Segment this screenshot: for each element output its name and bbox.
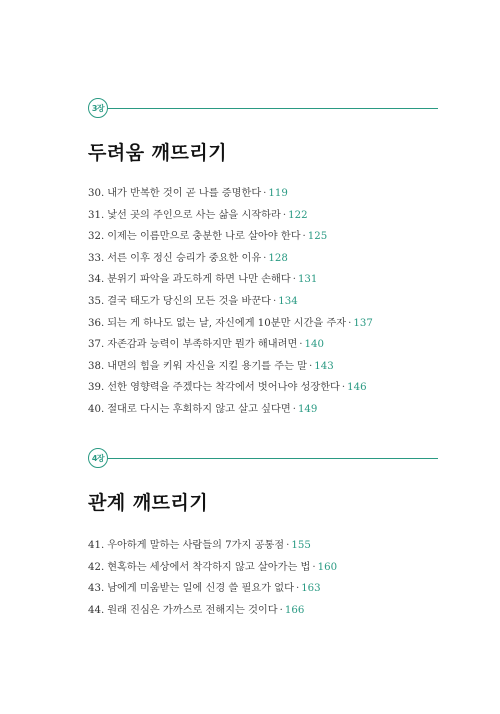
toc-entry[interactable] (88, 338, 438, 360)
toc-entry[interactable] (88, 187, 438, 209)
toc-entry[interactable] (88, 209, 438, 231)
toc-entry[interactable] (88, 295, 438, 317)
entry-number: 30. (88, 188, 105, 199)
toc-entry[interactable] (88, 273, 438, 295)
entry-number: 40. (88, 403, 105, 415)
entry-separator: · (309, 360, 313, 372)
entry-title: 원래 진심은 가까스로 전해지는 것이다 (107, 604, 278, 616)
entry-number: 44. (88, 604, 105, 616)
entry-separator: · (279, 604, 283, 616)
entry-page-number: 149 (297, 403, 318, 415)
entry-title: 이제는 이름만으로 충분한 나로 살아야 한다 (107, 231, 301, 243)
chapter-header (88, 98, 438, 120)
entry-separator: · (273, 295, 277, 307)
entry-separator: · (292, 274, 296, 286)
chapter-rule (108, 108, 438, 109)
toc-entry[interactable] (88, 360, 438, 382)
entry-page-number: 134 (278, 295, 298, 307)
entry-page-number: 131 (297, 274, 318, 286)
chapter-title: 관계 깨뜨리기 (88, 492, 209, 514)
chapter-4 (88, 448, 438, 625)
entry-separator: · (299, 339, 303, 351)
entry-title: 절대로 다시는 후회하지 않고 살고 싶다면 (107, 403, 291, 415)
toc-entry[interactable] (88, 561, 438, 583)
chapter-rule (108, 458, 438, 459)
entry-number: 39. (88, 382, 105, 394)
toc-entry[interactable] (88, 381, 438, 403)
entry-number: 35. (88, 295, 105, 307)
entry-title: 우아하게 말하는 사람들의 7가지 공통점 (107, 540, 285, 551)
entry-title: 낯선 곳의 주인으로 사는 삶을 시작하라 (107, 209, 281, 221)
entry-title: 결국 태도가 당신의 모든 것을 바꾼다 (107, 295, 272, 307)
entry-number: 37. (88, 339, 105, 351)
entry-title: 남에게 미움받는 일에 신경 쓸 필요가 없다 (107, 583, 294, 595)
entry-number: 42. (88, 561, 105, 573)
entry-separator: · (286, 540, 290, 551)
toc-list (88, 539, 438, 625)
entry-number: 33. (88, 252, 105, 264)
entry-title: 선한 영향력을 주겠다는 착각에서 벗어나야 성장한다 (107, 382, 340, 394)
chapter-title: 두려움 깨뜨리기 (88, 142, 228, 164)
toc-list (88, 187, 438, 425)
entry-title: 서른 이후 정신 승리가 중요한 이유 (107, 252, 262, 264)
entry-separator: · (292, 403, 296, 415)
entry-number: 36. (88, 317, 105, 329)
entry-separator: · (263, 252, 267, 264)
entry-page-number: 146 (347, 382, 367, 394)
entry-separator: · (282, 209, 287, 221)
toc-entry[interactable] (88, 403, 438, 425)
chapter-3 (88, 98, 438, 425)
entry-separator: · (312, 561, 316, 573)
entry-title: 현혹하는 세상에서 착각하지 않고 살아가는 법 (107, 561, 311, 573)
chapter-badge: 4장 (88, 448, 108, 468)
entry-number: 32. (88, 231, 105, 243)
entry-page-number: 122 (288, 209, 308, 221)
entry-number: 38. (88, 360, 105, 372)
chapter-badge: 3장 (88, 98, 108, 118)
entry-title: 되는 게 하나도 없는 날, 자신에게 10분만 시간을 주자 (107, 317, 347, 329)
entry-page-number: 143 (314, 360, 334, 372)
entry-number: 31. (88, 209, 105, 221)
entry-title: 내가 반복한 것이 곧 나를 증명한다 (107, 188, 262, 199)
entry-page-number: 166 (284, 604, 305, 616)
entry-page-number: 155 (291, 540, 311, 551)
entry-title: 자존감과 능력이 부족하지만 뭔가 해내려면 (107, 339, 298, 351)
entry-separator: · (263, 188, 267, 199)
entry-number: 41. (88, 540, 105, 551)
entry-separator: · (302, 231, 306, 243)
entry-page-number: 160 (317, 561, 338, 573)
entry-page-number: 119 (268, 188, 288, 199)
entry-page-number: 137 (353, 317, 373, 329)
entry-number: 43. (88, 583, 105, 595)
toc-entry[interactable] (88, 317, 438, 339)
toc-entry[interactable] (88, 252, 438, 274)
toc-entry[interactable] (88, 230, 438, 252)
entry-page-number: 125 (307, 231, 328, 243)
toc-entry[interactable] (88, 539, 438, 561)
entry-page-number: 163 (301, 583, 321, 595)
entry-title: 내면의 힘을 키워 자신을 지킬 용기를 주는 말 (107, 360, 308, 372)
entry-separator: · (341, 382, 346, 394)
entry-separator: · (295, 583, 300, 595)
entry-page-number: 140 (304, 339, 324, 351)
toc-entry[interactable] (88, 604, 438, 626)
entry-title: 분위기 파악을 과도하게 하면 나만 손해다 (107, 274, 291, 286)
entry-number: 34. (88, 274, 105, 286)
toc-entry[interactable] (88, 582, 438, 604)
entry-page-number: 128 (268, 252, 288, 264)
chapter-header (88, 448, 438, 470)
entry-separator: · (348, 317, 352, 329)
